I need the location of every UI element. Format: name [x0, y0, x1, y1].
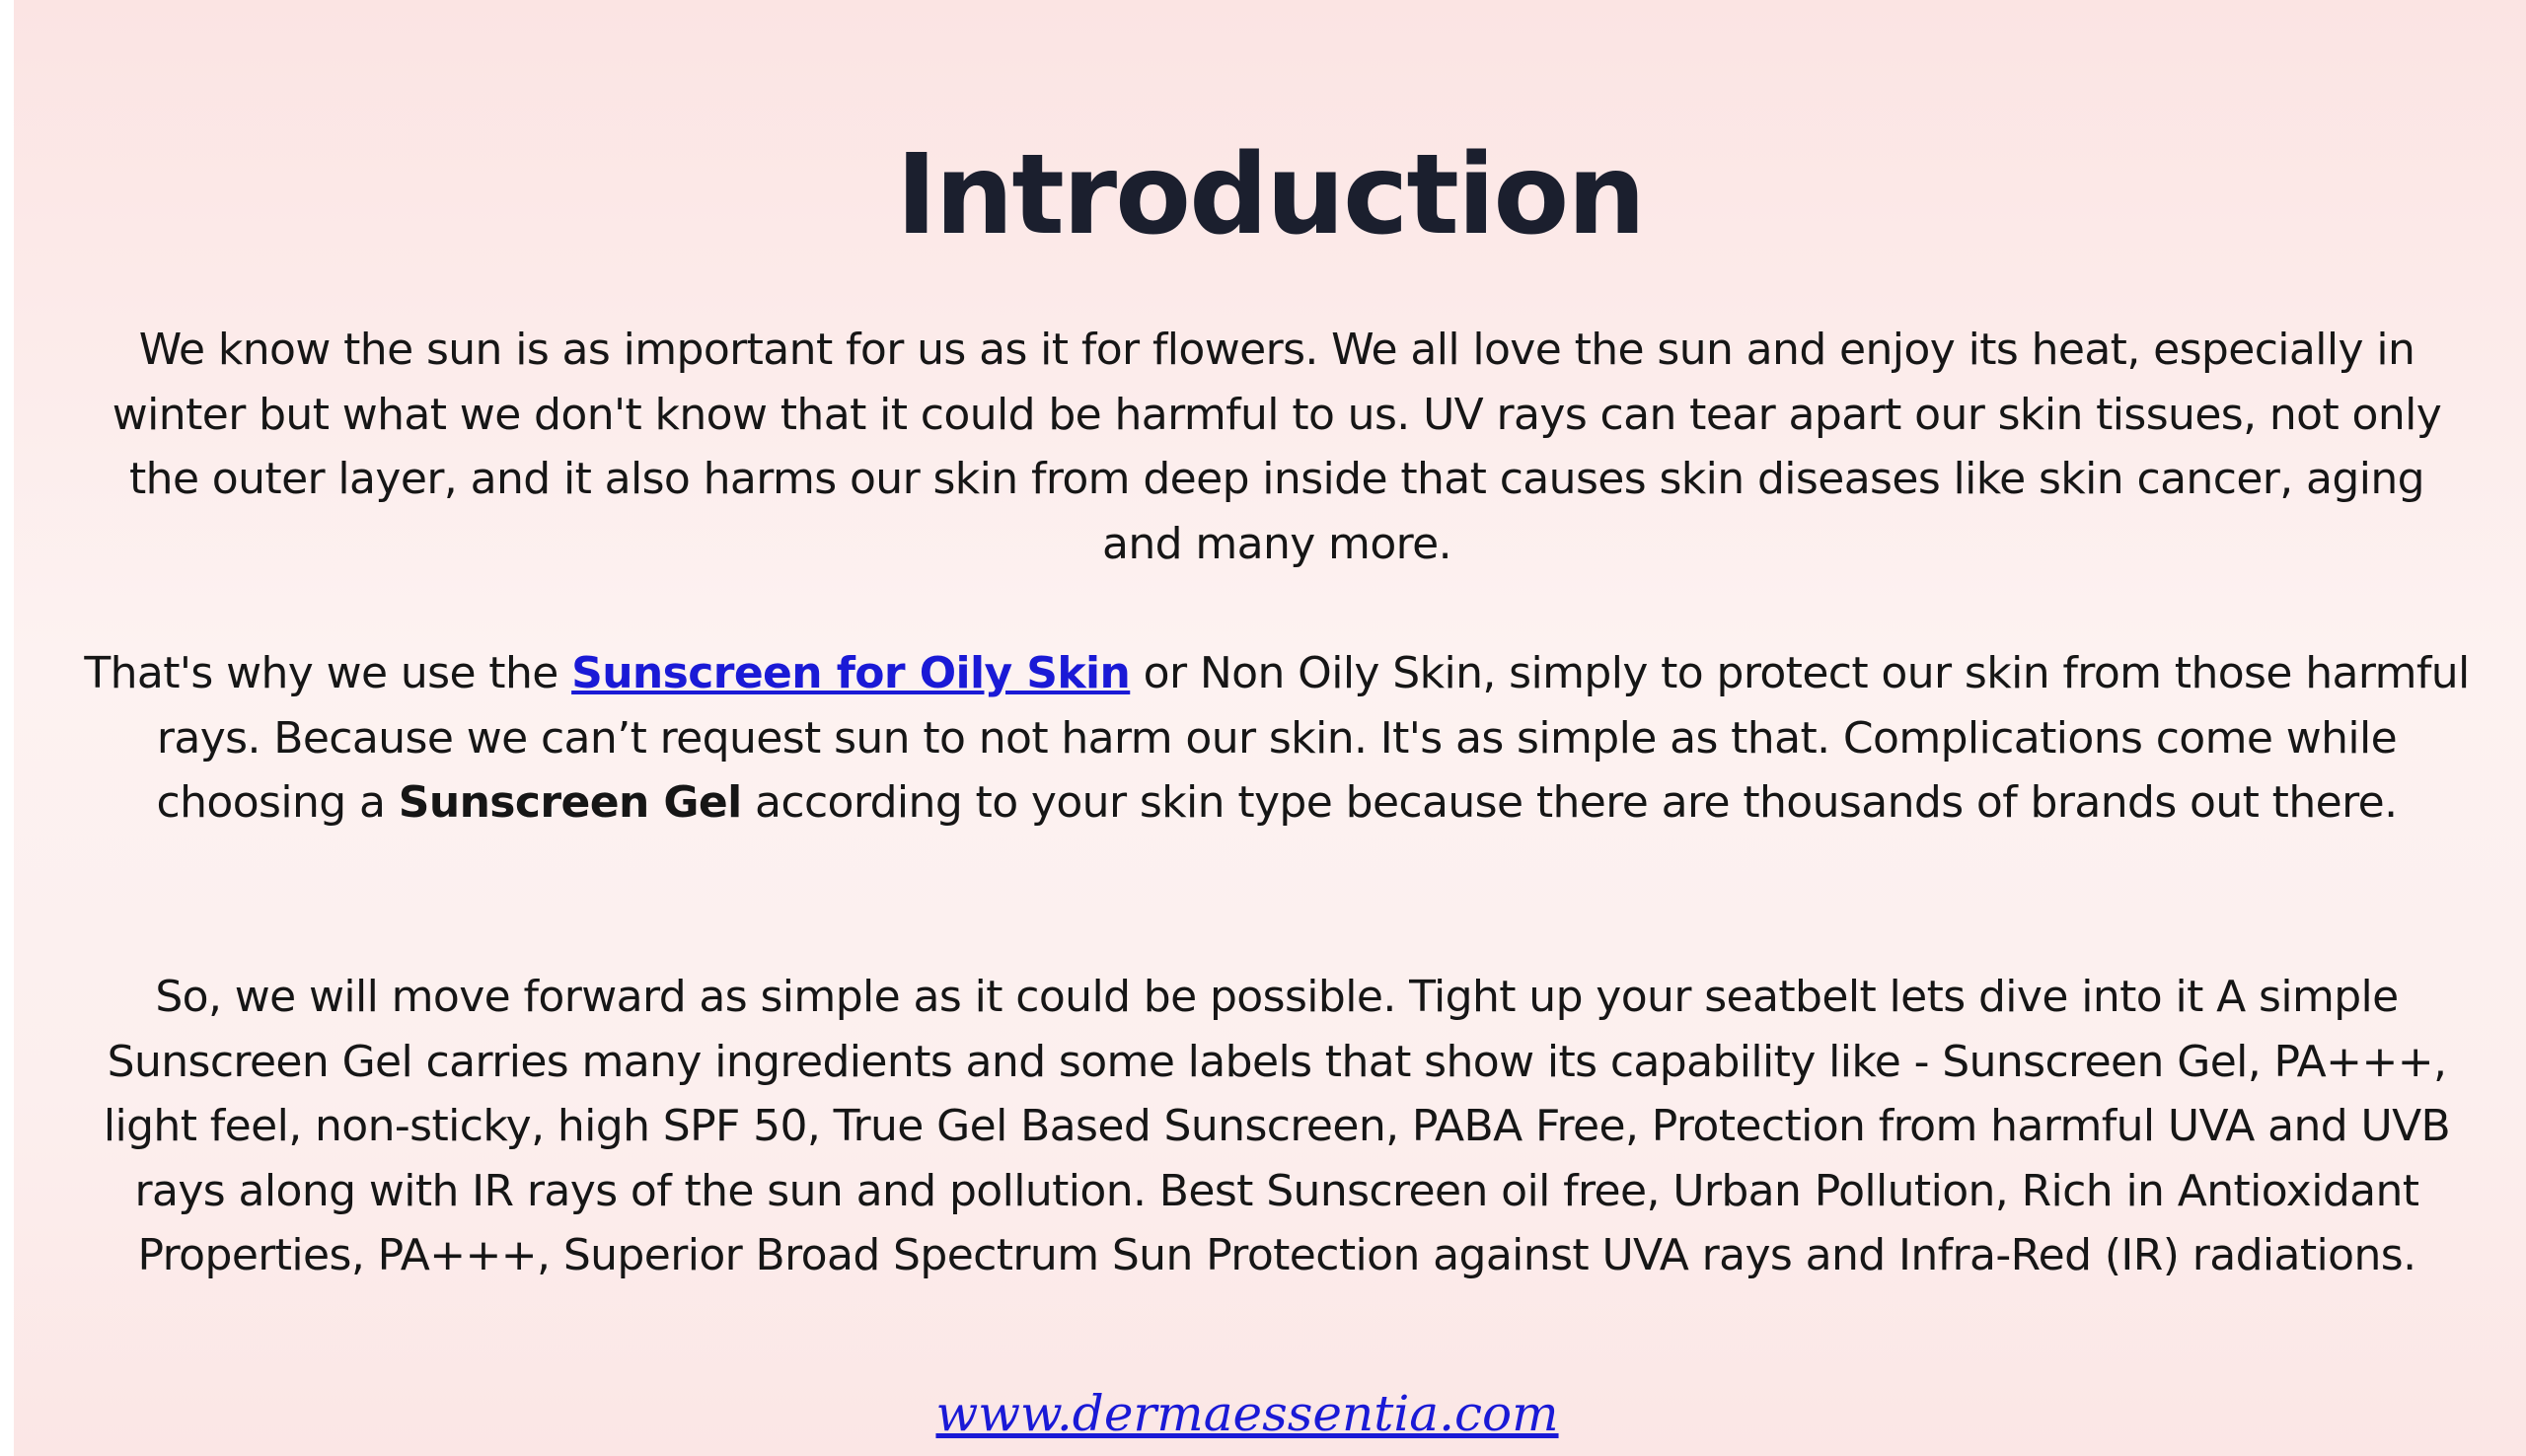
- website-link[interactable]: www.dermaessentia.com: [935, 1385, 1559, 1442]
- slide: [14, 0, 2526, 1456]
- paragraph-2-middle: or Non Oily Skin, simply to protect our skin from those harmful rays. Because we can’t request sun to not harm our skin. It's as simple as that. Complications come while choosing a: [156, 648, 2470, 828]
- paragraph-sunscreen-use: [83, 641, 2471, 836]
- sunscreen-oily-skin-link[interactable]: Sunscreen for Oily Skin: [571, 648, 1131, 698]
- sunscreen-gel-bold: Sunscreen Gel: [398, 777, 742, 828]
- paragraph-2-suffix: according to your skin type because there are thousands of brands out there.: [741, 777, 2398, 828]
- paragraph-ingredients: So, we will move forward as simple as it could be possible. Tight up your seatbelt lets dive into it A simple Sunscreen Gel carries many ingredients and some labels that show its capability like - Sunscreen Gel, PA+++, light feel, non-sticky, high SPF 50, True Gel Based Sunscreen, PABA Free, Protection from harmful UVA and UVB rays along with IR rays of the sun and pollution. Best Sunscreen oil free, Urban Pollution, Rich in Antioxidant Properties, PA+++, Superior Broad Spectrum Sun Protection against UVA rays and Infra-Red (IR) radiations.: [103, 972, 2451, 1280]
- slide-title: Introduction: [895, 131, 1645, 259]
- paragraph-2-prefix: That's why we use the: [84, 648, 572, 698]
- left-margin-strip: [0, 0, 14, 1456]
- paragraph-intro: We know the sun is as important for us as it for flowers. We all love the sun and enjoy its heat, especially in winter but what we don't know that it could be harmful to us. UV rays can tear apart our skin tissues, not only the outer layer, and it also harms our skin from deep inside that causes skin diseases like skin cancer, aging and many more.: [111, 325, 2442, 569]
